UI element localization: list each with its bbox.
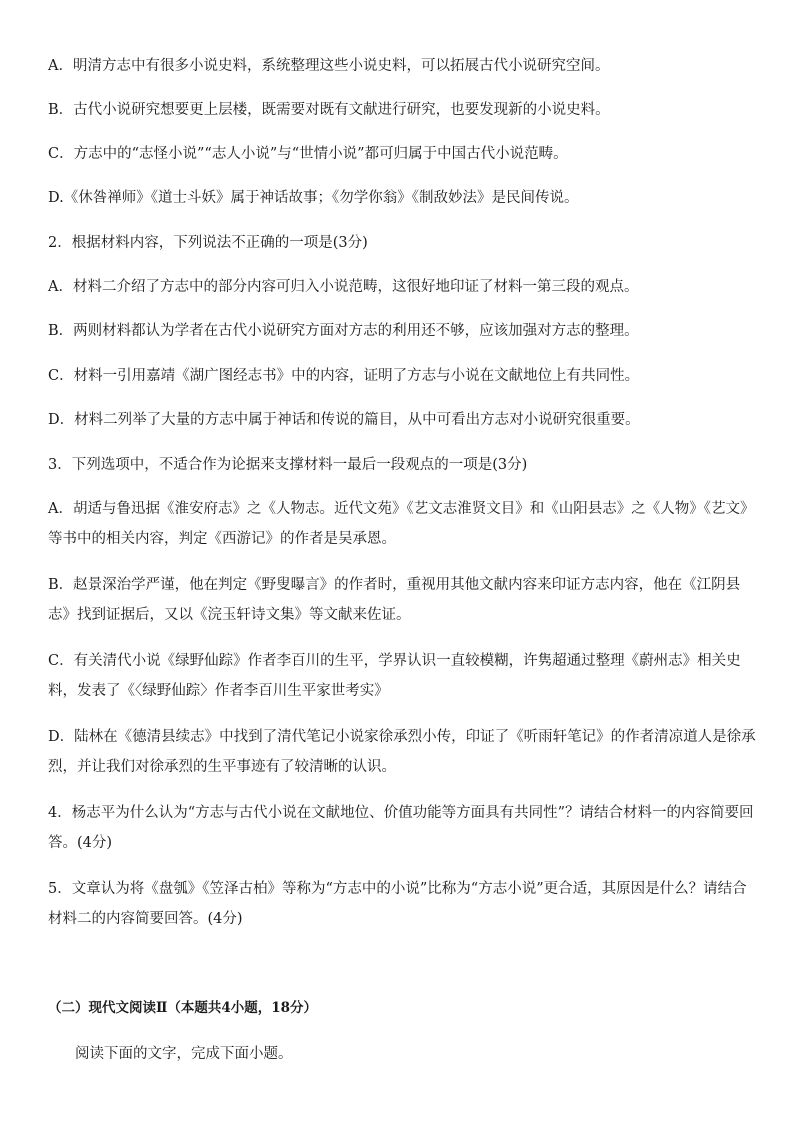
q2-stem: 2．根据材料内容，下列说法不正确的一项是(3分) [48, 235, 368, 251]
section-title: （二）现代文阅读Ⅱ（本题共4小题，18分） [48, 1000, 318, 1016]
q1-option-b: B．古代小说研究想要更上层楼，既需要对既有文献进行研究，也要发现新的小说史料。 [48, 102, 610, 118]
q2-option-b: B．两则材料都认为学者在古代小说研究方面对方志的利用还不够，应该加强对方志的整理。 [48, 323, 639, 339]
q1-option-d: D.《休咎禅师》《道士斗妖》属于神话故事；《勿学你翁》《制敌妙法》是民间传说。 [48, 190, 579, 206]
q5-question: 5．文章认为将《盘瓠》《笠泽古柏》等称为“方志中的小说”比称为“方志小说”更合适，其原因是什么？请结合材料二的内容简要回答。(4分) [48, 881, 747, 927]
q3-stem: 3．下列选项中，不适合作为论据来支撑材料一最后一段观点的一项是(3分) [48, 457, 528, 473]
q2-option-c: C．材料一引用嘉靖《湖广图经志书》中的内容，证明了方志与小说在文献地位上有共同性。 [48, 368, 640, 384]
q3-option-a: A．胡适与鲁迅据《淮安府志》之《人物志。近代文苑》《艺文志淮贤文目》和《山阳县志》之《人物》《艺文》等书中的相关内容，判定《西游记》的作者是吴承恩。 [48, 501, 755, 547]
q2-option-d: D．材料二列举了大量的方志中属于神话和传说的篇目，从中可看出方志对小说研究很重要。 [48, 412, 640, 428]
q2-option-a: A．材料二介绍了方志中的部分内容可归入小说范畴，这很好地印证了材料一第三段的观点。 [48, 279, 639, 295]
q1-option-c: C．方志中的“志怪小说”“志人小说”与“世情小说”都可归属于中国古代小说范畴。 [48, 146, 568, 162]
q3-option-b: B．赵景深治学严谨，他在判定《野叟曝言》的作者时，重视用其他文献内容来印证方志内容，他在《江阴县志》找到证据后，又以《浣玉轩诗文集》等文献来佐证。 [48, 577, 741, 623]
q4-question: 4．杨志平为什么认为“方志与古代小说在文献地位、价值功能等方面具有共同性”？请结合材料一的内容简要回答。(4分) [48, 805, 754, 851]
q1-option-a: A．明清方志中有很多小说史料，系统整理这些小说史料，可以拓展古代小说研究空间。 [48, 58, 610, 74]
reading-instruction: 阅读下面的文字，完成下面小题。 [75, 1046, 293, 1062]
q3-option-c: C．有关清代小说《绿野仙踪》作者李百川的生平，学界认识一直较模糊，许隽超通过整理《蔚州志》相关史料，发表了《〈绿野仙踪〉作者李百川生平家世考实》 [48, 653, 741, 699]
q3-option-d: D．陆林在《德清县续志》中找到了清代笔记小说家徐承烈小传，印证了《听雨轩笔记》的作者清凉道人是徐承烈，并让我们对徐承烈的生平事迹有了较清晰的认识。 [48, 729, 756, 775]
